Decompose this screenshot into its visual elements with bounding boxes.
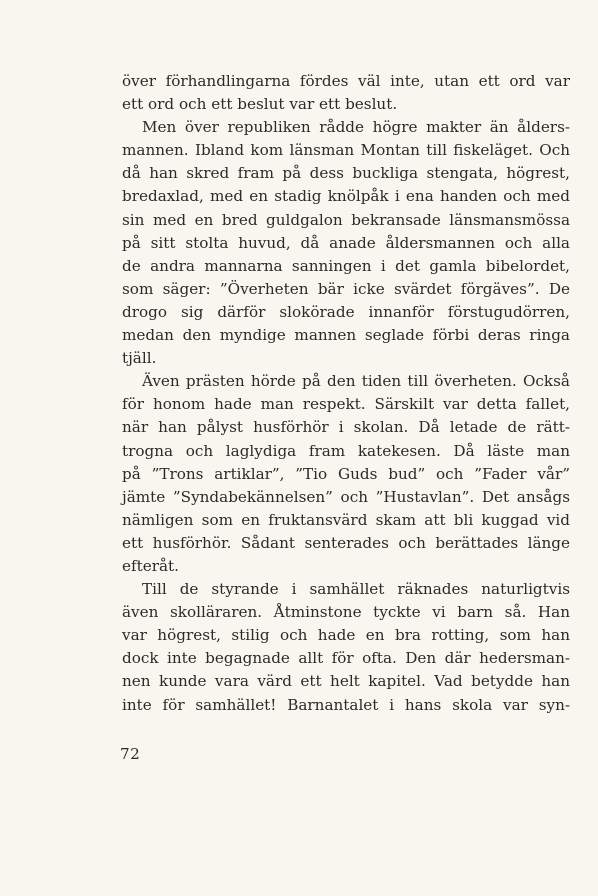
text-line: över förhandlingarna fördes väl inte, utan ett ord var bbox=[122, 72, 570, 90]
text-line: Även prästen hörde på den tiden till överheten. Också bbox=[142, 372, 570, 391]
text-line: även skolläraren. Åtminstone tyckte vi barn så. Han bbox=[122, 603, 570, 622]
text-line: på sitt stolta huvud, då anade åldersmannen och alla bbox=[122, 233, 570, 252]
text-line: när han pålyst husförhör i skolan. Då letade de rätt- bbox=[122, 418, 570, 437]
text-line: Till de styrande i samhället räknades naturligtvis bbox=[142, 580, 570, 599]
text-line: ett ord och ett beslut var ett beslut. bbox=[122, 95, 398, 114]
text-line: inte för samhället! Barnantalet i hans skola var syn- bbox=[122, 695, 570, 714]
body-text bbox=[122, 70, 570, 717]
text-line: Men över republiken rådde högre makter än ålders- bbox=[142, 118, 570, 137]
text-line: trogna och laglydiga fram katekesen. Då läste man bbox=[122, 441, 570, 460]
text-line: ett husförhör. Sådant senterades och berättades länge bbox=[122, 533, 570, 552]
text-line: som säger: ”Överheten bär icke svärdet förgäves”. De bbox=[122, 279, 570, 298]
text-line: var högrest, stilig och hade en bra rotting, som han bbox=[122, 626, 570, 645]
text-line: nämligen som en fruktansvärd skam att bli kuggad vid bbox=[122, 510, 570, 529]
text-line: dock inte begagnade allt för ofta. Den där hedersman- bbox=[122, 649, 570, 668]
text-line: bredaxlad, med en stadig knölpåk i ena handen och med bbox=[122, 187, 570, 206]
text-line: efteråt. bbox=[122, 556, 179, 575]
text-line: sin med en bred guldgalon bekransade länsmansmössa bbox=[122, 210, 570, 229]
text-line: då han skred fram på dess buckliga stengata, högrest, bbox=[122, 164, 570, 183]
text-line: drogo sig därför slokörade innanför förstugudörren, bbox=[122, 302, 570, 321]
page-number: 72 bbox=[120, 745, 141, 763]
text-line: de andra mannarna sanningen i det gamla bibelordet, bbox=[122, 256, 570, 275]
text-line: för honom hade man respekt. Särskilt var detta fallet, bbox=[122, 395, 570, 414]
paragraph bbox=[122, 370, 570, 578]
text-line: mannen. Ibland kom länsman Montan till fiskeläget. Och bbox=[122, 141, 570, 160]
text-line: nen kunde vara värd ett helt kapitel. Vad betydde han bbox=[122, 672, 570, 691]
text-line: jämte ”Syndabekännelsen” och ”Hustavlan”. Det ansågs bbox=[122, 487, 570, 506]
paragraph bbox=[122, 578, 570, 717]
paragraph bbox=[122, 116, 570, 370]
text-line: tjäll. bbox=[122, 349, 157, 368]
text-line: på ”Trons artiklar”, ”Tio Guds bud” och ”Fader vår” bbox=[122, 464, 570, 483]
paragraph bbox=[122, 70, 570, 116]
text-line: medan den myndige mannen seglade förbi deras ringa bbox=[122, 326, 570, 345]
